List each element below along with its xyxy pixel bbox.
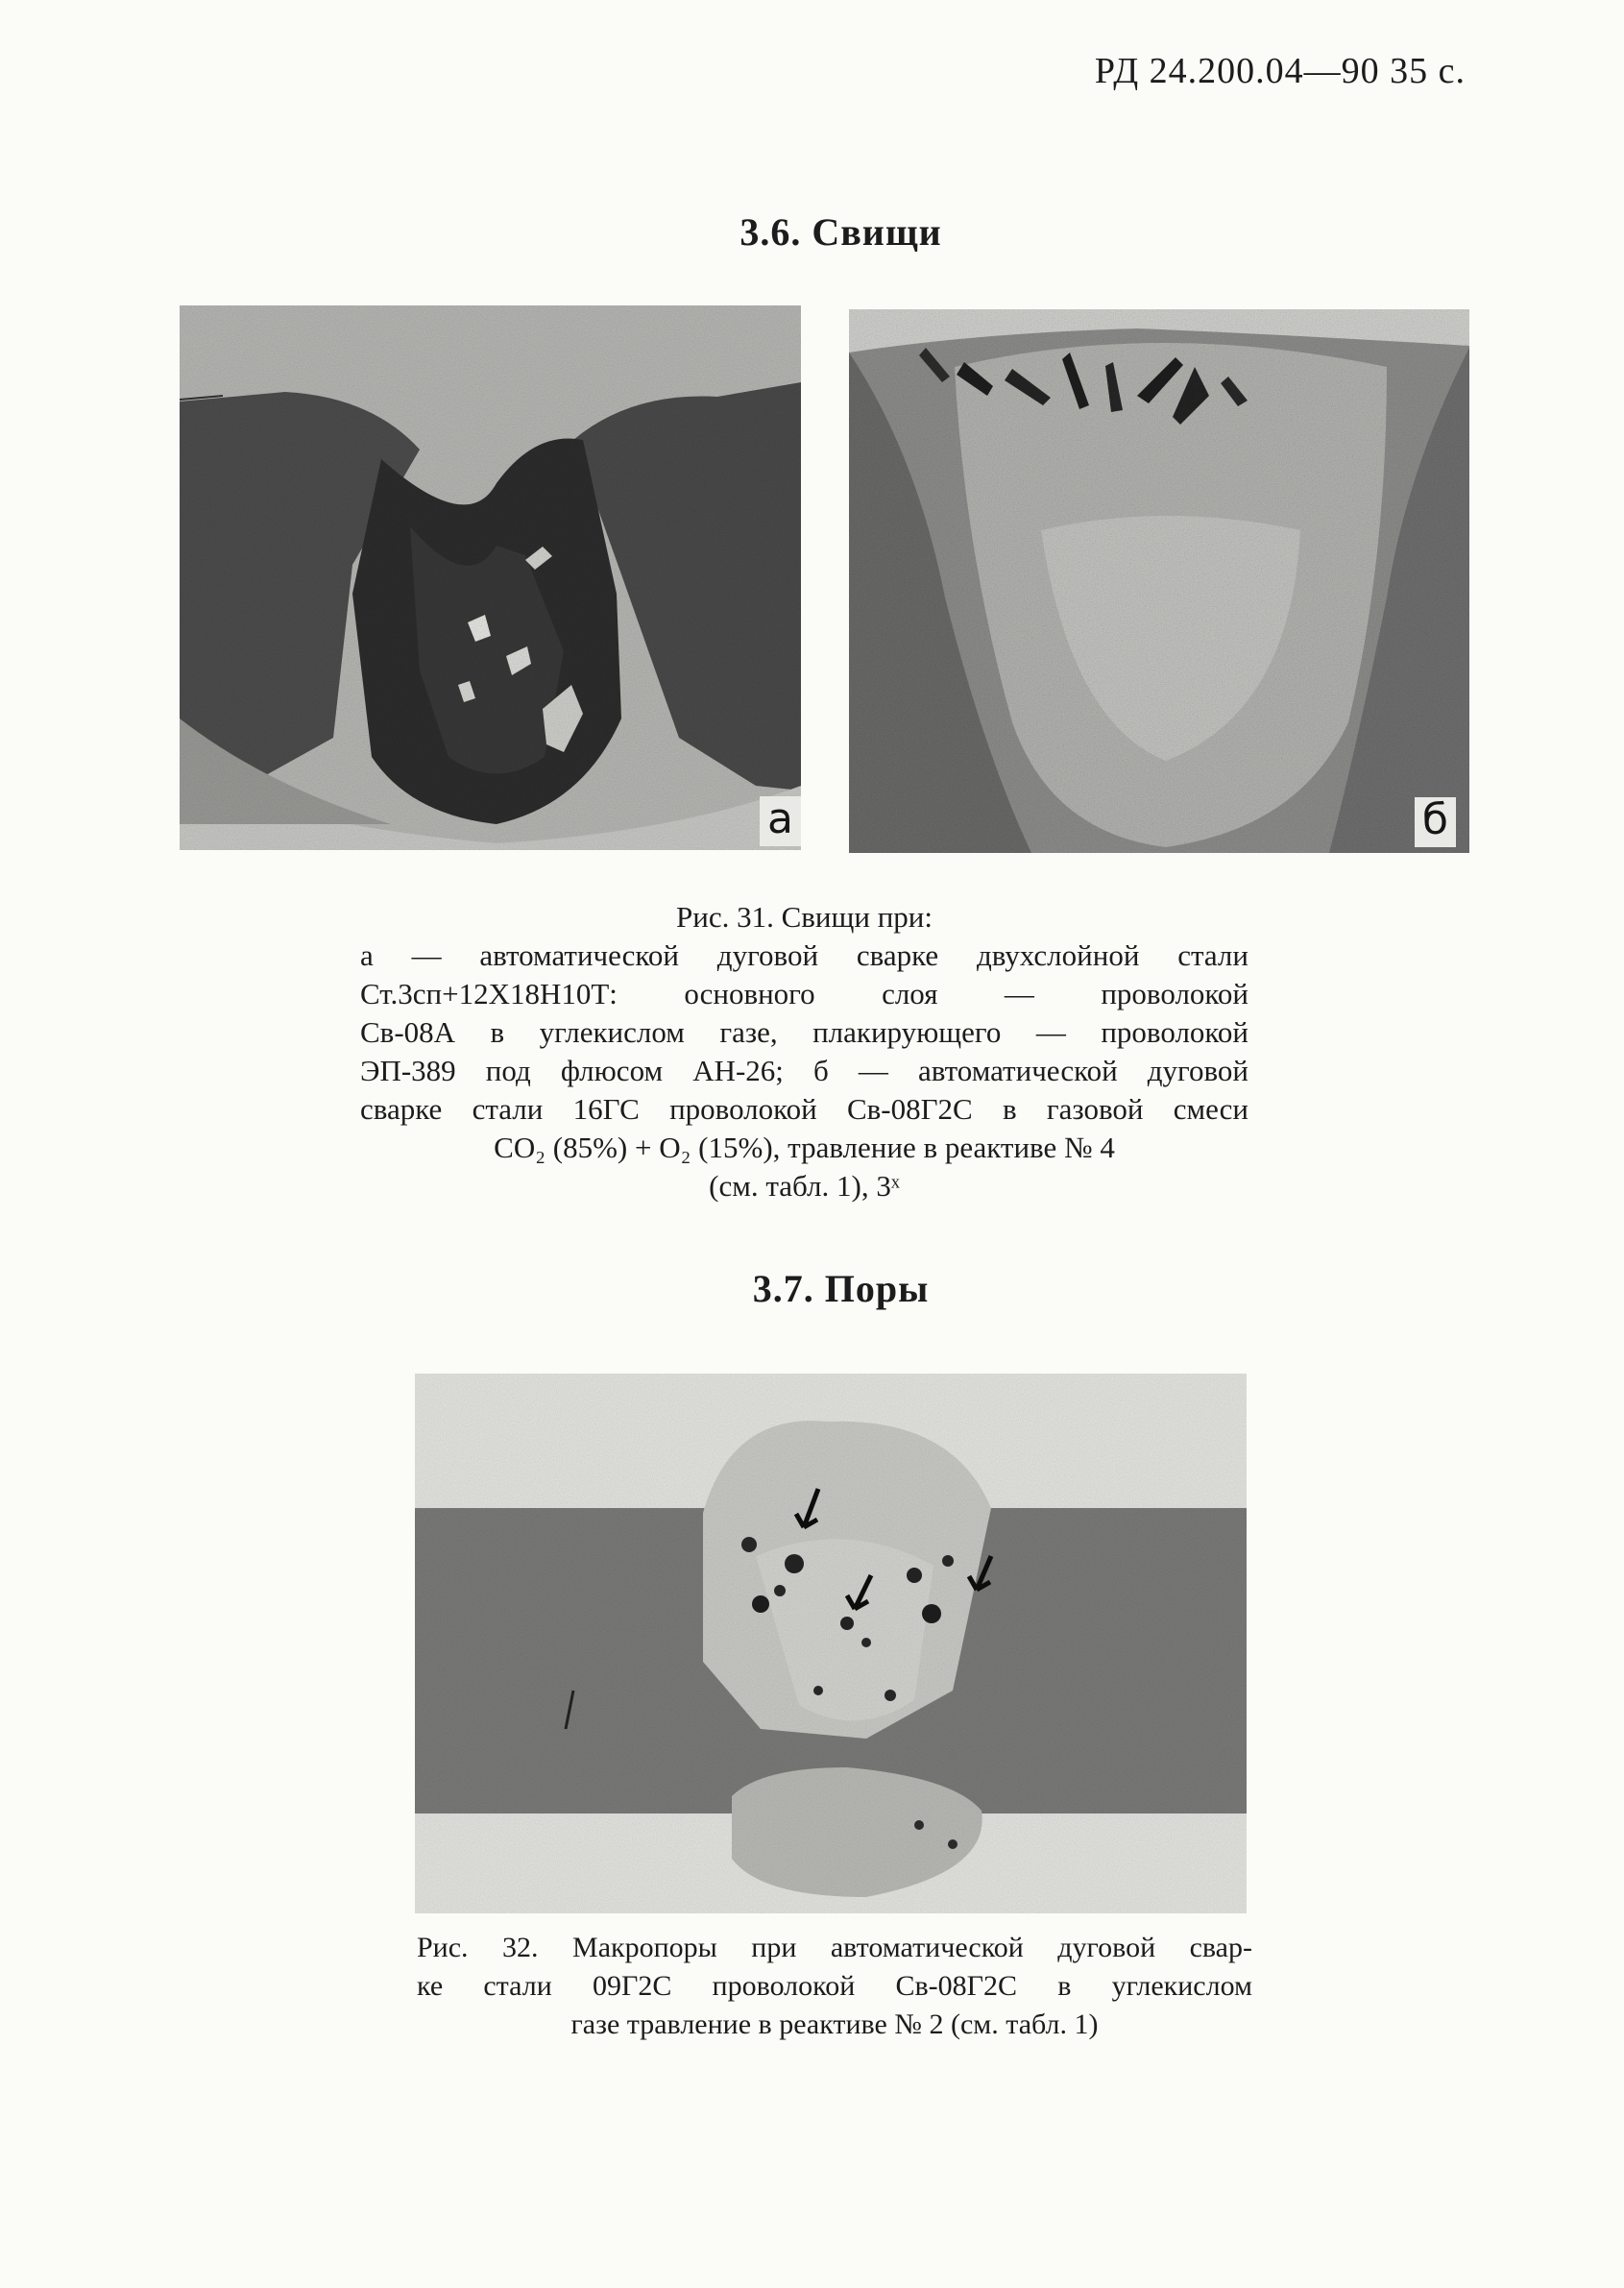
figure-31-caption-line: (см. табл. 1), 3ˣ — [709, 1169, 900, 1203]
figure-31-caption-line: а — автоматической дуговой сварке двухслойной стали — [360, 938, 1248, 972]
figure-31-caption-line: Ст.3сп+12Х18Н10Т: основного слоя — проволокой — [360, 977, 1248, 1010]
figure-31-caption-line: ЭП-389 под флюсом АН-26; б — автоматической дуговой — [360, 1054, 1248, 1087]
figure-31-caption — [360, 898, 1248, 1205]
figure-31-caption-head: Рис. 31. Свищи при: — [676, 900, 933, 934]
figure-31-caption-line: Св-08А в углекислом газе, плакирующего — проволокой — [360, 1015, 1248, 1049]
figure-32-image — [415, 1374, 1247, 1913]
figure-32-caption-line: ке стали 09Г2С проволокой Св-08Г2С в углекислом — [417, 1970, 1252, 2002]
figure-31b-image — [849, 309, 1469, 853]
figure-32-caption — [417, 1929, 1252, 2044]
section-title-fistulas: 3.6. Свищи — [739, 210, 942, 254]
figure-31a-macrograph — [180, 305, 801, 850]
figure-31a-image — [180, 305, 801, 850]
figure-31a-letter: а — [760, 796, 801, 846]
section-title-pores: 3.7. Поры — [752, 1267, 930, 1310]
figure-32-caption-line: Рис. 32. Макропоры при автоматической дуговой свар- — [417, 1932, 1252, 1963]
figure-32-caption-line: газе травление в реактиве № 2 (см. табл. 1) — [570, 2008, 1099, 2040]
figure-31-caption-line: CO₂ (85%) + O₂ (15%), травление в реактиве № 4 — [494, 1131, 1115, 1164]
figure-31b-letter: б — [1415, 797, 1456, 847]
figure-31-caption-line: сварке стали 16ГС проволокой Св-08Г2С в газовой смеси — [360, 1092, 1248, 1126]
figure-32-macrograph — [415, 1374, 1247, 1913]
figure-31b-macrograph — [849, 309, 1469, 853]
page-header: РД 24.200.04—90 35 с. — [1094, 51, 1466, 91]
